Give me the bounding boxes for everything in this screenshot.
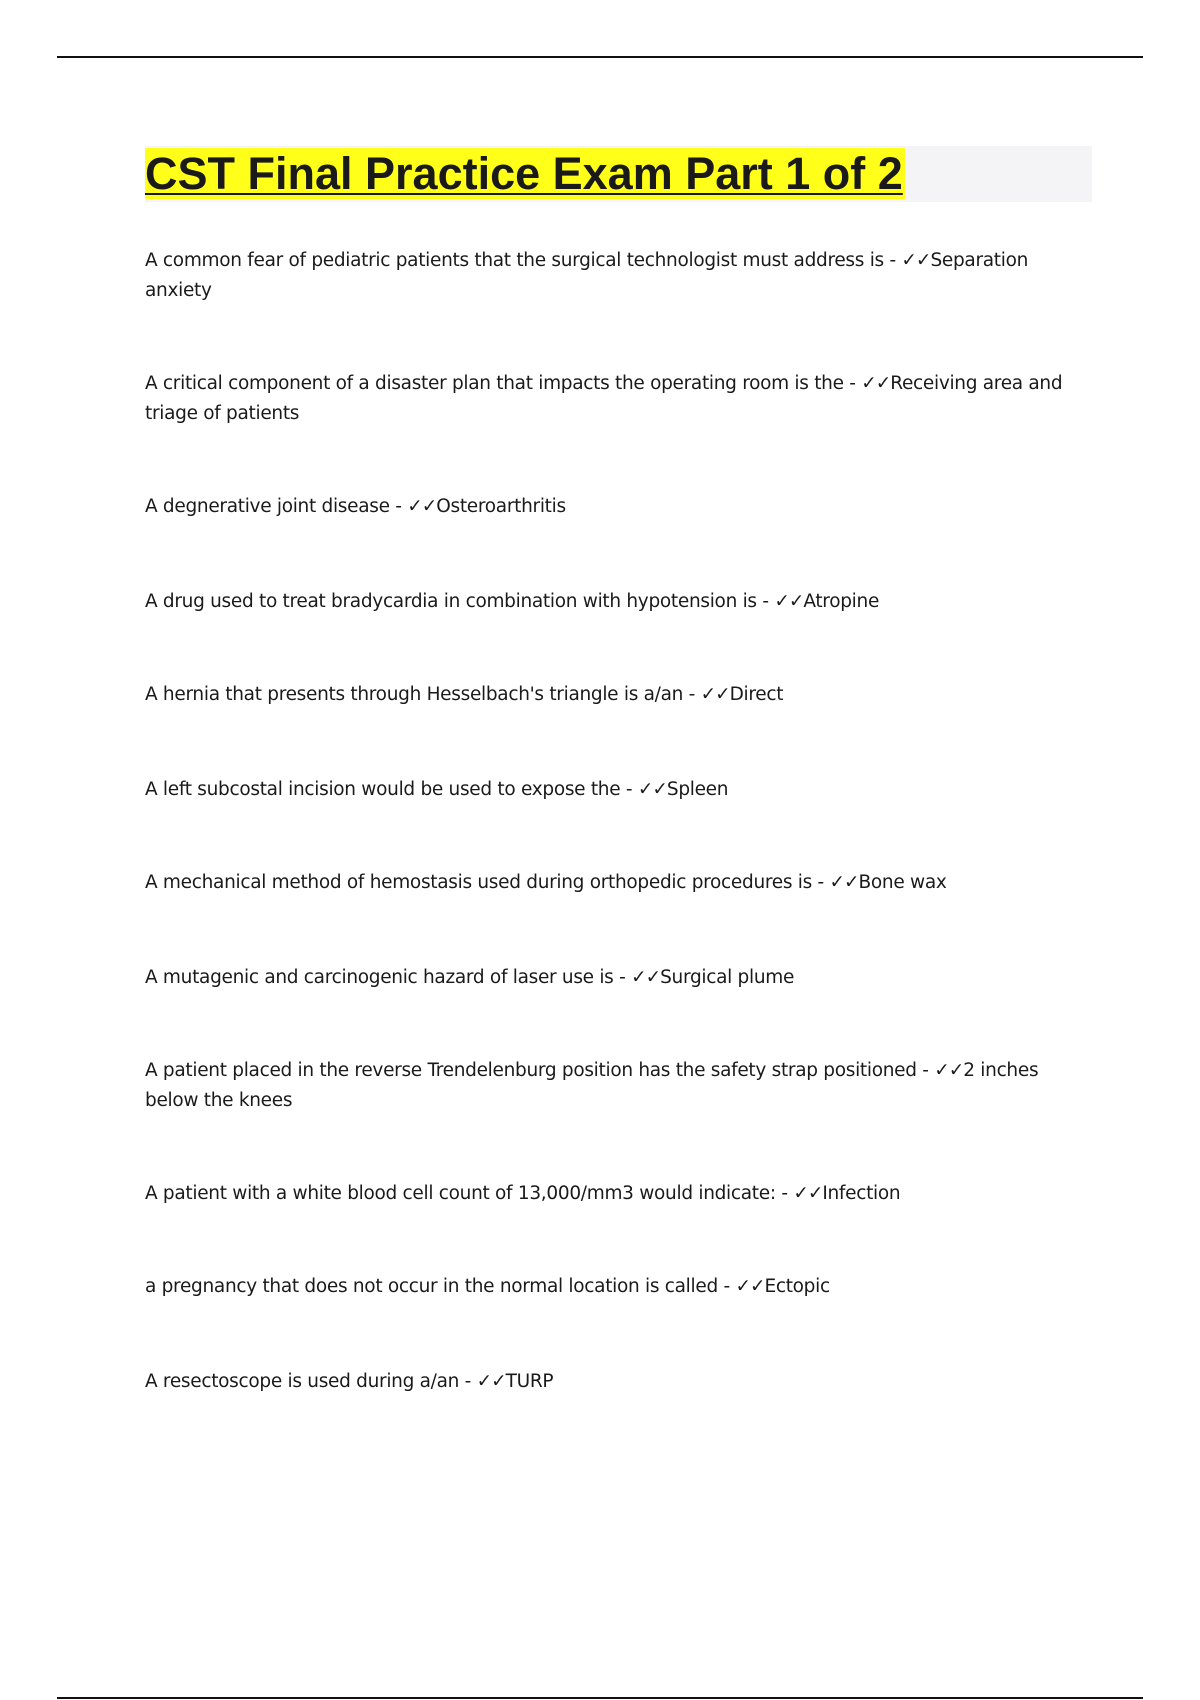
answer-text: Spleen: [666, 779, 729, 800]
question-text: a pregnancy that does not occur in the normal location is called: [145, 1276, 718, 1297]
check-icon: ✓✓: [861, 373, 891, 394]
separator: -: [916, 1060, 935, 1081]
separator: -: [683, 684, 701, 705]
qa-item: [145, 868, 1075, 898]
answer-text: Osteroarthritis: [436, 496, 566, 517]
qa-item: [145, 1367, 1075, 1397]
answer-text: Separation anxiety: [145, 250, 1029, 301]
check-icon: ✓✓: [631, 967, 661, 988]
question-text: A drug used to treat bradycardia in combination with hypotension is: [145, 591, 757, 612]
question-text: A common fear of pediatric patients that the surgical technologist must address is: [145, 250, 884, 271]
question-text: A left subcostal incision would be used to expose the: [145, 779, 621, 800]
check-icon: ✓✓: [793, 1183, 823, 1204]
separator: -: [459, 1371, 477, 1392]
check-icon: ✓✓: [637, 779, 667, 800]
check-icon: ✓✓: [476, 1371, 506, 1392]
qa-item: [145, 492, 1075, 522]
question-text: A mutagenic and carcinogenic hazard of laser use is: [145, 967, 614, 988]
question-text: A degnerative joint disease: [145, 496, 390, 517]
answer-text: Bone wax: [858, 872, 947, 893]
check-icon: ✓✓: [829, 872, 859, 893]
separator: -: [613, 967, 632, 988]
separator: -: [756, 591, 775, 612]
check-icon: ✓✓: [735, 1276, 765, 1297]
qa-item: [145, 369, 1075, 429]
answer-text: 2 inches below the knees: [145, 1060, 1039, 1111]
answer-text: Ectopic: [764, 1276, 830, 1297]
check-icon: ✓✓: [774, 591, 804, 612]
qa-item: [145, 246, 1075, 306]
question-text: A patient placed in the reverse Trendelenburg position has the safety strap positioned: [145, 1060, 917, 1081]
separator: -: [389, 496, 408, 517]
top-rule: [57, 56, 1143, 58]
answer-text: Surgical plume: [660, 967, 795, 988]
qa-item: [145, 1272, 1075, 1302]
question-text: A critical component of a disaster plan that impacts the operating room is the: [145, 373, 844, 394]
qa-item: [145, 775, 1075, 805]
check-icon: ✓✓: [934, 1060, 964, 1081]
page-title: CST Final Practice Exam Part 1 of 2: [145, 148, 903, 199]
qa-item: [145, 1179, 1075, 1209]
answer-text: TURP: [505, 1371, 554, 1392]
bottom-rule: [57, 1697, 1143, 1699]
answer-text: Receiving area and triage of patients: [145, 373, 1063, 424]
separator: -: [620, 779, 638, 800]
answer-text: Infection: [822, 1183, 901, 1204]
question-text: A resectoscope is used during a/an: [145, 1371, 460, 1392]
question-text: A patient with a white blood cell count of 13,000/mm3 would indicate:: [145, 1183, 776, 1204]
qa-item: [145, 680, 1075, 710]
check-icon: ✓✓: [700, 684, 730, 705]
separator: -: [717, 1276, 736, 1297]
answer-text: Direct: [729, 684, 784, 705]
question-text: A mechanical method of hemostasis used during orthopedic procedures is: [145, 872, 812, 893]
separator: -: [843, 373, 862, 394]
qa-item: [145, 587, 1075, 617]
qa-item: [145, 1056, 1075, 1116]
separator: -: [775, 1183, 794, 1204]
separator: -: [883, 250, 902, 271]
check-icon: ✓✓: [901, 250, 931, 271]
qa-item: [145, 963, 1075, 993]
answer-text: Atropine: [803, 591, 880, 612]
check-icon: ✓✓: [407, 496, 437, 517]
question-text: A hernia that presents through Hesselbach's triangle is a/an: [145, 684, 684, 705]
separator: -: [811, 872, 830, 893]
